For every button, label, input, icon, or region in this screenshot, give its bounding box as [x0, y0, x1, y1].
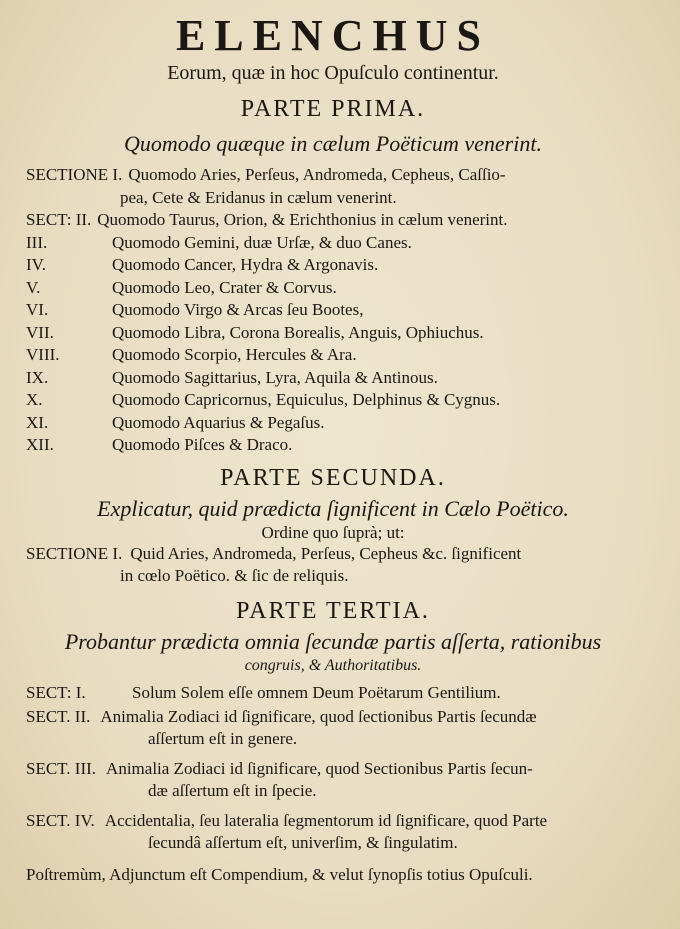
section-text-continuation: aſſertum eſt in genere.: [148, 728, 298, 748]
list-item: [26, 434, 640, 457]
section-number: SECT. II.: [26, 706, 91, 726]
section-text: Quomodo Taurus, Orion, & Erichthonius in cælum venerint.: [97, 210, 508, 229]
section-text-continuation: ſecundâ aſſertum eſt, univerſim, & ſingulatim.: [148, 832, 458, 852]
section-text: Quid Aries, Andromeda, Perſeus, Cepheus &c. ſignificent: [130, 543, 522, 563]
list-item: [26, 543, 640, 566]
section-number: IX.: [26, 367, 49, 387]
list-item: [26, 322, 640, 345]
section-text: Quomodo Scorpio, Hercules & Ara.: [112, 345, 357, 364]
section-text: Quomodo Gemini, duæ Urſæ, & duo Canes.: [112, 232, 412, 252]
section-number: IV.: [26, 255, 46, 274]
section-text: Quomodo Piſces & Draco.: [112, 435, 293, 454]
section-number: SECT: II.: [26, 210, 92, 229]
list-item: [26, 412, 640, 435]
section-text: Quomodo Leo, Crater & Corvus.: [112, 277, 337, 297]
page-title: ELENCHUS: [175, 11, 491, 60]
section-text: Quomodo Capricornus, Equiculus, Delphinus & Cygnus.: [112, 390, 501, 409]
section-number: X.: [26, 390, 43, 409]
section-text: Quomodo Aquarius & Pegaſus.: [112, 412, 325, 432]
list-item: [26, 254, 640, 277]
section-number: XII.: [26, 435, 54, 454]
section-number: SECTIONE I.: [26, 543, 123, 563]
section-text: Solum Solem eſſe omnem Deum Poëtarum Gentilium.: [132, 682, 501, 702]
part2-order-line: Ordine quo ſuprà; ut:: [261, 522, 405, 542]
section-text-continuation: in cœlo Poëtico. & ſic de reliquis.: [120, 566, 349, 585]
list-item: [26, 758, 640, 780]
list-item: [26, 232, 640, 255]
section-text: Quomodo Sagittarius, Lyra, Aquila & Antinous.: [112, 367, 438, 387]
section-number: SECT. III.: [26, 758, 97, 778]
section-number: VI.: [26, 300, 49, 319]
section-text: Animalia Zodiaci id ſignificare, quod ſectionibus Partis ſecundæ: [100, 706, 537, 726]
section-text: Quomodo Aries, Perſeus, Andromeda, Cepheus, Caſſio-: [128, 165, 506, 184]
list-item: [26, 706, 640, 728]
section-text-continuation: pea, Cete & Eridanus in cælum venerint.: [120, 187, 397, 207]
list-item: [26, 277, 640, 300]
list-item: [26, 299, 640, 322]
section-number: VII.: [26, 322, 54, 342]
list-item: [26, 367, 640, 390]
list-item: [26, 209, 640, 232]
list-item: [26, 164, 640, 187]
section-number: III.: [26, 232, 48, 252]
section-text: Quomodo Cancer, Hydra & Argonavis.: [112, 255, 379, 274]
section-text: Quomodo Virgo & Arcas ſeu Bootes,: [112, 300, 364, 319]
part2-subheading: Explicatur, quid prædicta ſignificent in Cælo Poëtico.: [97, 495, 569, 521]
section-number: SECT: I.: [26, 682, 86, 702]
part3-subheading: Probantur prædicta omnia ſecundæ partis aſſerta, rationibus: [64, 628, 602, 654]
part3-heading: PARTE TERTIA.: [236, 597, 430, 624]
section-number: XI.: [26, 412, 49, 432]
section-number: VIII.: [26, 345, 60, 364]
section-number: SECTIONE I.: [26, 165, 123, 184]
list-item: [26, 682, 640, 704]
part1-heading: PARTE PRIMA.: [240, 96, 426, 122]
list-item: [26, 389, 640, 412]
section-text-continuation: dæ aſſertum eſt in ſpecie.: [148, 780, 317, 800]
section-text: Accidentalia, ſeu lateralia ſegmentorum id ſignificare, quod Parte: [104, 810, 548, 830]
list-item: [26, 344, 640, 367]
section-text: Quomodo Libra, Corona Borealis, Anguis, Ophiuchus.: [112, 322, 484, 342]
part2-heading: PARTE SECUNDA.: [220, 464, 446, 491]
part1-subheading: Quomodo quæque in cælum Poëticum venerint.: [124, 131, 542, 156]
section-number: V.: [26, 277, 41, 297]
page-subtitle: Eorum, quæ in hoc Opuſculo continentur.: [167, 62, 499, 84]
section-text: Animalia Zodiaci id ſignificare, quod Sectionibus Partis ſecun-: [106, 758, 533, 778]
part1-contents: [26, 164, 640, 457]
section-number: SECT. IV.: [26, 810, 95, 830]
closing-line: Poſtremùm, Adjunctum eſt Compendium, & velut ſynopſis totius Opuſculi.: [26, 864, 533, 884]
part3-subheading-continuation: congruis, & Authoritatibus.: [244, 656, 422, 674]
list-item: [26, 810, 640, 832]
